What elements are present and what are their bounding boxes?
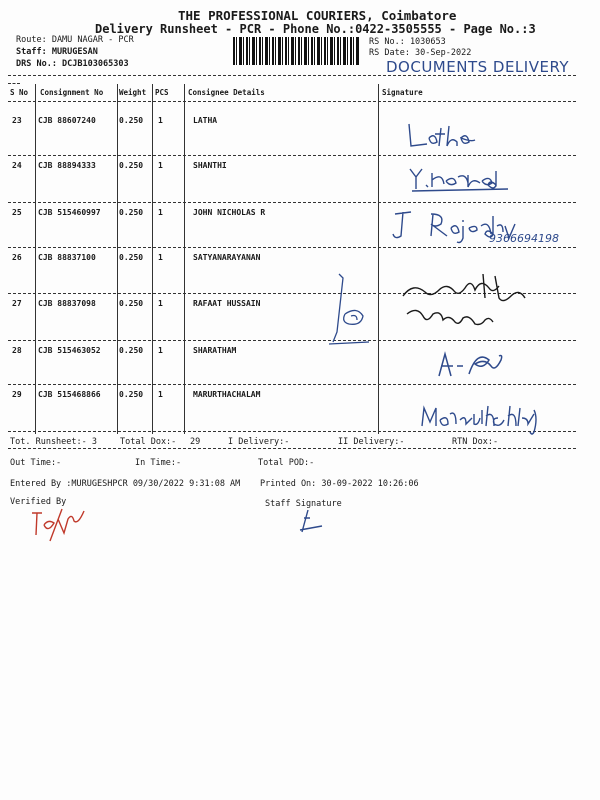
- total-dox-value: 29: [190, 437, 201, 447]
- row-consignment: CJB 515463052: [38, 346, 101, 355]
- entered-by: Entered By :MURUGESHPCR 09/30/2022 9:31:08 AM: [10, 479, 241, 489]
- row-sno: 29: [12, 390, 22, 399]
- row-weight: 0.250: [119, 208, 144, 217]
- signature-rajendry: [393, 208, 573, 248]
- row-rule: [8, 155, 576, 156]
- verifier-signature: [28, 505, 88, 545]
- runsheet-subtitle: Delivery Runsheet - PCR - Phone No.:0422-3505555 - Page No.:3: [95, 22, 536, 36]
- row-weight: 0.250: [119, 346, 144, 355]
- header-short-rule: [8, 83, 20, 84]
- row-consignee: LATHA: [193, 116, 218, 125]
- col-divider: [35, 84, 36, 434]
- row-pcs: 1: [158, 208, 163, 217]
- row-sno: 23: [12, 116, 22, 125]
- signature-phone: 9366694198: [489, 232, 559, 245]
- col-divider: [117, 84, 118, 434]
- staff-label: Staff: MURUGESAN: [16, 47, 98, 57]
- ii-delivery: II Delivery:-: [338, 437, 405, 447]
- row-sno: 24: [12, 161, 22, 170]
- signature-initials: [425, 348, 515, 383]
- row-weight: 0.250: [119, 390, 144, 399]
- barcode: [233, 37, 359, 65]
- drs-number: DRS No.: DCJB103065303: [16, 59, 129, 69]
- row-consignment: CJB 88837098: [38, 299, 96, 308]
- col-pcs: PCS: [155, 88, 169, 97]
- row-weight: 0.250: [119, 299, 144, 308]
- row-rule: [8, 202, 576, 203]
- row-consignee: JOHN NICHOLAS R: [193, 208, 266, 217]
- total-runsheet: Tot. Runsheet:- 3: [10, 437, 97, 447]
- printed-on: Printed On: 30-09-2022 10:26:06: [260, 479, 419, 489]
- col-weight: Weight: [119, 88, 147, 97]
- header-top-rule: [8, 75, 576, 76]
- row-consignee: MARURTHACHALAM: [193, 390, 261, 399]
- i-delivery: I Delivery:-: [228, 437, 290, 447]
- row-sno: 25: [12, 208, 22, 217]
- total-dox: Total Dox:-: [120, 437, 177, 447]
- col-divider: [378, 84, 379, 434]
- total-pod: Total POD:-: [258, 458, 315, 468]
- col-sno: S No: [10, 88, 29, 97]
- pen-mark: [325, 272, 375, 357]
- row-consignee: SHANTHI: [193, 161, 227, 170]
- col-signature: Signature: [382, 88, 423, 97]
- row-weight: 0.250: [119, 161, 144, 170]
- row-weight: 0.250: [119, 116, 144, 125]
- row-pcs: 1: [158, 390, 163, 399]
- documents-delivery-stamp: DOCUMENTS DELIVERY: [386, 58, 570, 76]
- row-consignee: RAFAAT HUSSAIN: [193, 299, 261, 308]
- row-consignee: SHARATHAM: [193, 346, 237, 355]
- row-pcs: 1: [158, 299, 163, 308]
- row-pcs: 1: [158, 253, 163, 262]
- col-consignee: Consignee Details: [188, 88, 265, 97]
- company-title: THE PROFESSIONAL COURIERS, Coimbatore: [178, 8, 457, 23]
- col-divider: [184, 84, 185, 434]
- row-weight: 0.250: [119, 253, 144, 262]
- signature-marruthachalam: [418, 400, 543, 440]
- signature-latha: [405, 120, 485, 155]
- rtn-dox: RTN Dox:-: [452, 437, 499, 447]
- in-time: In Time:-: [135, 458, 182, 468]
- row-rule: [8, 384, 576, 385]
- rs-date: RS Date: 30-Sep-2022: [369, 48, 472, 58]
- row-consignment: CJB 515468866: [38, 390, 101, 399]
- col-consignment: Consignment No: [40, 88, 104, 97]
- row-sno: 27: [12, 299, 22, 308]
- row-consignment: CJB 88607240: [38, 116, 96, 125]
- header-bottom-rule: [8, 101, 576, 102]
- rs-number: RS No.: 1030653: [369, 37, 446, 47]
- row-consignee: SATYANARAYANAN: [193, 253, 261, 262]
- row-pcs: 1: [158, 346, 163, 355]
- row-sno: 26: [12, 253, 22, 262]
- row-consignment: CJB 88894333: [38, 161, 96, 170]
- row-consignment: CJB 88837100: [38, 253, 96, 262]
- totals-rule: [8, 448, 576, 449]
- signature-karched: [408, 165, 513, 193]
- row-sno: 28: [12, 346, 22, 355]
- staff-signature: [296, 508, 326, 536]
- row-pcs: 1: [158, 116, 163, 125]
- row-pcs: 1: [158, 161, 163, 170]
- route-label: Route: DAMU NAGAR - PCR: [16, 35, 134, 45]
- out-time: Out Time:-: [10, 458, 62, 468]
- row-consignment: CJB 515460997: [38, 208, 101, 217]
- col-divider: [152, 84, 153, 434]
- signature-tamil: [395, 262, 540, 342]
- verified-by-label: Verified By: [10, 497, 67, 507]
- staff-signature-label: Staff Signature: [265, 499, 342, 509]
